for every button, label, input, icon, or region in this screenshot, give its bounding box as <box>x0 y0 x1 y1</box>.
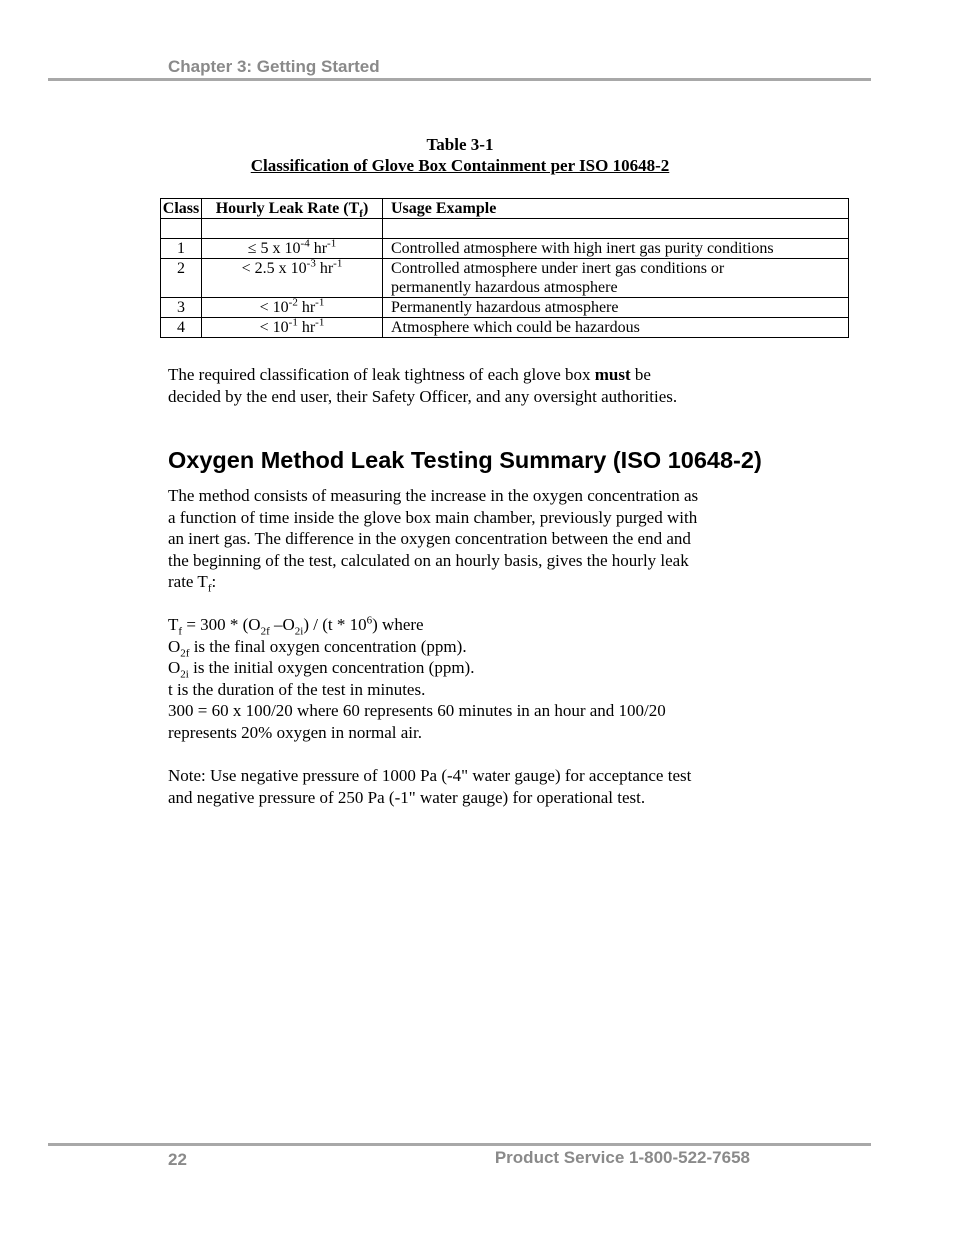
cell-rate: < $10^{-2}$ $hr^{-1}$ <box>202 298 383 318</box>
table-number: Table 3-1 <box>426 135 494 154</box>
header-rule <box>48 78 871 81</box>
header-class: Class <box>161 199 202 219</box>
definition-300-cont: represents 20% oxygen in normal air. <box>168 722 422 742</box>
cell-usage: Atmosphere which could be hazardous <box>383 318 849 338</box>
header-rate: Hourly Leak Rate $(T_f)$ <box>202 199 383 219</box>
header-usage: Usage Example <box>383 199 849 219</box>
table-row <box>161 318 849 338</box>
table-header-row <box>161 199 849 219</box>
table-title: Classification of Glove Box Containment per ISO 10648-2 <box>250 156 670 175</box>
cell-usage: Permanently hazardous atmosphere <box>383 298 849 318</box>
definition-o2f: $O_{2f}$ is the final oxygen concentration (ppm). <box>168 636 467 659</box>
definition-t: t is the duration of the test in minutes. <box>168 679 426 699</box>
running-header: Chapter 3: Getting Started <box>168 57 380 76</box>
table-row <box>161 259 849 298</box>
cell-rate: < $10^{-1}$ $hr^{-1}$ <box>202 318 383 338</box>
table-row <box>161 239 849 259</box>
product-service-phone: Product Service 1-800-522-7658 <box>494 1148 750 1167</box>
cell-class: 4 <box>161 318 202 338</box>
cell-rate: < 2.5 x $10^{-3}$ $hr^{-1}$ <box>202 259 383 298</box>
definition-o2i: $O_{2i}$ is the initial oxygen concentration (ppm). <box>168 658 475 681</box>
cell-usage: Controlled atmosphere under inert gas conditions or permanently hazardous atmosphere <box>383 259 849 298</box>
cell-class: 2 <box>161 259 202 298</box>
method-paragraph: The method consists of measuring the increase in the oxygen concentration as a function of time inside the glove box main chamber, previously purged with an inert gas. The difference in the oxygen concentration between the end and the beginning of the test, calculated on an hourly basis, gives the hourly leak rate $T_f$: <box>168 486 699 595</box>
section-heading: Oxygen Method Leak Testing Summary (ISO 10648-2) <box>168 447 762 473</box>
table-row <box>161 298 849 318</box>
pressure-note: Note: Use negative pressure of 1000 Pa (-4" water gauge) for acceptance test and negative pressure of 250 Pa (-1" water gauge) for operational test. <box>168 766 692 807</box>
definition-300: 300 = 60 x 100/20 where 60 represents 60 minutes in an hour and 100/20 <box>168 701 666 720</box>
cell-usage: Controlled atmosphere with high inert gas purity conditions <box>383 239 849 259</box>
classification-table <box>160 198 849 338</box>
table-row-empty <box>161 219 849 239</box>
cell-class: 1 <box>161 239 202 259</box>
footer-rule <box>48 1143 871 1146</box>
leak-rate-formula: $T_f = 300 * (O_{2f}$ $-O_{2i}) / (t * 10^6)$ where <box>168 614 424 638</box>
page-number: 22 <box>168 1150 187 1169</box>
cell-class: 3 <box>161 298 202 318</box>
classification-note: The required classification of leak tightness of each glove box must be decided by the end user, their Safety Officer, and any oversight authorities. <box>168 365 678 406</box>
cell-rate: ≤ 5 x $10^{-4}$ $hr^{-1}$ <box>202 239 383 259</box>
formula-block <box>168 614 666 743</box>
